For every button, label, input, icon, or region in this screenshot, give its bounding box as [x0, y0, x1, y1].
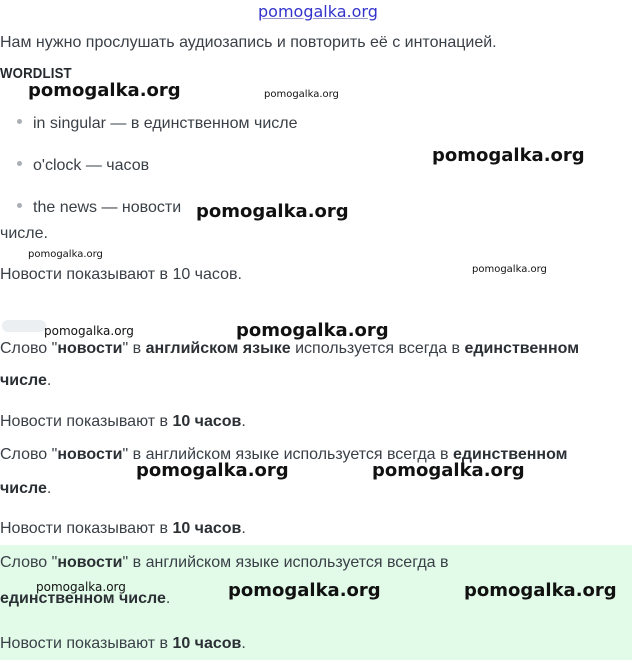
- list-item: [17, 115, 298, 133]
- watermark: pomogalka.org: [44, 324, 134, 338]
- example-sentence: Новости показывают в 10 часов.: [0, 413, 246, 430]
- rule-line-continuation: единственном числе.: [0, 590, 171, 607]
- list-item: [17, 199, 181, 217]
- intro-text: Нам нужно прослушать аудиозапись и повторить её с интонацией.: [0, 34, 497, 51]
- rule-line-continuation: числе.: [0, 480, 52, 497]
- watermark: pomogalka.org: [464, 580, 617, 601]
- watermark: pomogalka.org: [432, 145, 585, 166]
- watermark: pomogalka.org: [136, 460, 289, 481]
- audio-player-placeholder[interactable]: [2, 320, 46, 332]
- bullet-icon: [17, 161, 22, 166]
- example-sentence: Новости показывают в 10 часов.: [0, 635, 246, 652]
- watermark: pomogalka.org: [236, 320, 389, 341]
- wordlist-title: WORDLIST: [0, 65, 72, 82]
- watermark: pomogalka.org: [372, 460, 525, 481]
- watermark: pomogalka.org: [264, 89, 339, 100]
- rule-line: Слово "новости" в английском языке используется всегда в: [0, 554, 449, 571]
- rule-line: Слово "новости" в английском языке используется всегда в единственном: [0, 340, 580, 357]
- watermark: pomogalka.org: [36, 580, 126, 594]
- list-item-text: the news — новости: [33, 199, 182, 216]
- list-item: [17, 157, 149, 175]
- watermark: pomogalka.org: [196, 201, 349, 222]
- watermark-top: pomogalka.org: [258, 2, 378, 21]
- plain-sentence: Новости показывают в 10 часов.: [0, 266, 242, 283]
- rule-line-continuation: числе.: [0, 372, 52, 389]
- bullet-icon: [17, 203, 22, 208]
- fragment-text: числе.: [0, 225, 48, 242]
- list-item-text: o'clock — часов: [33, 157, 150, 174]
- watermark: pomogalka.org: [28, 80, 181, 101]
- watermark: pomogalka.org: [472, 264, 547, 275]
- watermark: pomogalka.org: [228, 580, 381, 601]
- watermark: pomogalka.org: [28, 249, 103, 260]
- rule-line: Слово "новости" в английском языке используется всегда в единственном: [0, 446, 568, 463]
- bullet-icon: [17, 119, 22, 124]
- list-item-text: in singular — в единственном числе: [33, 115, 298, 132]
- example-sentence: Новости показывают в 10 часов.: [0, 520, 246, 537]
